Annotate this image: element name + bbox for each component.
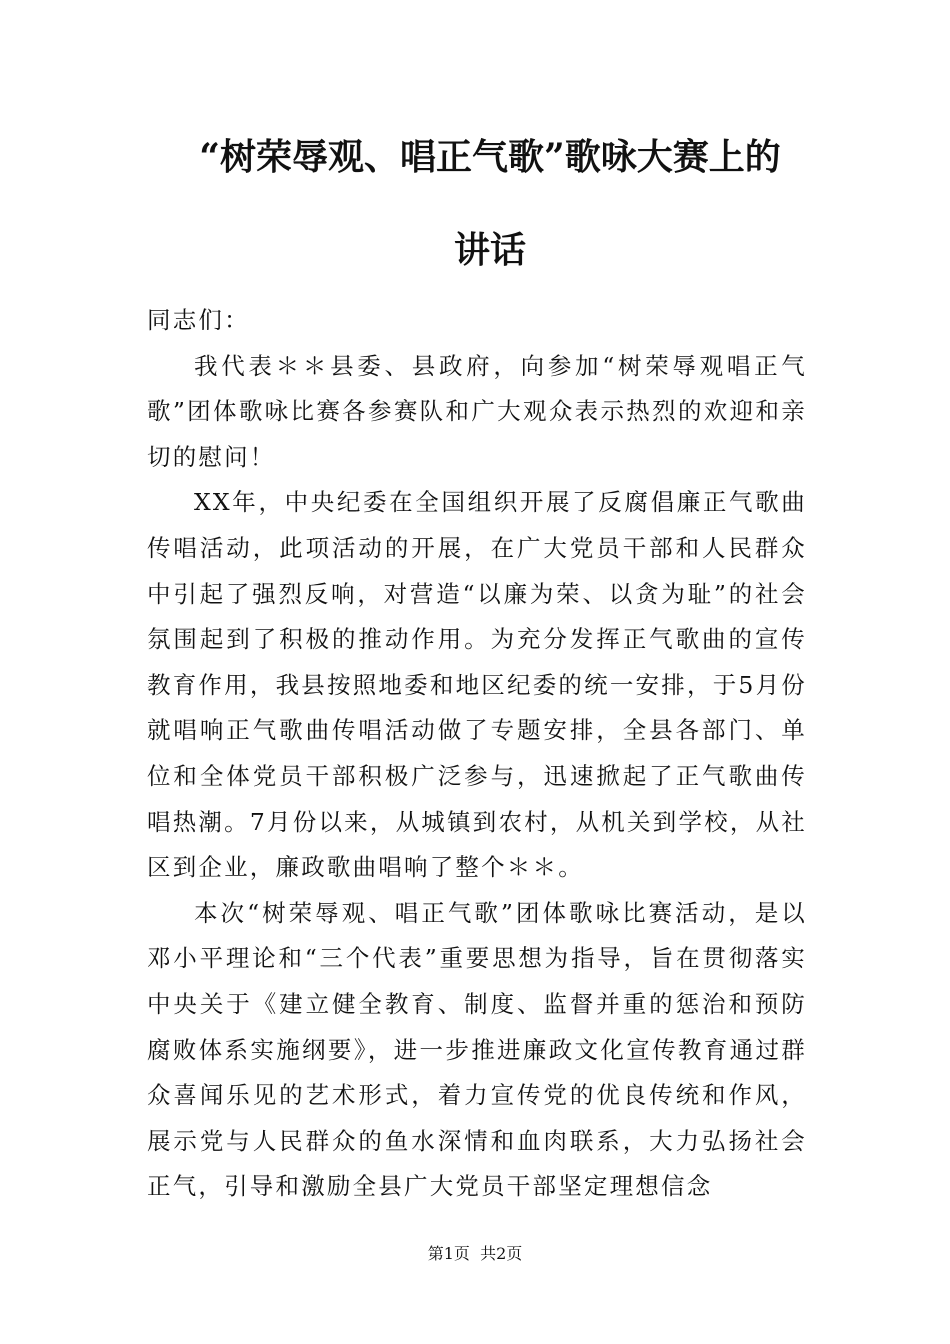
page-number-footer: 第1页 共2页 — [427, 1244, 523, 1263]
paragraph: 我代表＊＊县委、县政府，向参加“树荣辱观唱正气歌”团体歌咏比赛各参赛队和广大观众表示热烈的欢迎和亲切的慰问！ — [147, 351, 807, 471]
document-body — [147, 298, 807, 1210]
paragraph: 本次“树荣辱观、唱正气歌”团体歌咏比赛活动，是以邓小平理论和“三个代表”重要思想为指导，旨在贯彻落实中央关于《建立健全教育、制度、监督并重的惩治和预防腐败体系实施纲要》，进一步推进廉政文化宣传教育通过群众喜闻乐见的艺术形式，着力宣传党的优良传统和作风，展示党与人民群众的鱼水深情和血肉联系，大力弘扬社会正气，引导和激励全县广大党员干部坚定理想信念 — [147, 898, 807, 1201]
document-title-line-2: 讲话 — [453, 229, 526, 271]
document-title-line-1: “树荣辱观、唱正气歌”歌咏大赛上的 — [199, 136, 781, 178]
paragraph: XX年，中央纪委在全国组织开展了反腐倡廉正气歌曲传唱活动，此项活动的开展，在广大党员干部和人民群众中引起了强烈反响，对营造“以廉为荣、以贪为耻”的社会氛围起到了积极的推动作用。为充分发挥正气歌曲的宣传教育作用，我县按照地委和地区纪委的统一安排，于5月份就唱响正气歌曲传唱活动做了专题安排，全县各部门、单位和全体党员干部积极广泛参与，迅速掀起了正气歌曲传唱热潮。7月份以来，从城镇到农村，从机关到学校，从社区到企业，廉政歌曲唱响了整个＊＊。 — [147, 488, 807, 882]
salutation: 同志们： — [147, 306, 250, 334]
